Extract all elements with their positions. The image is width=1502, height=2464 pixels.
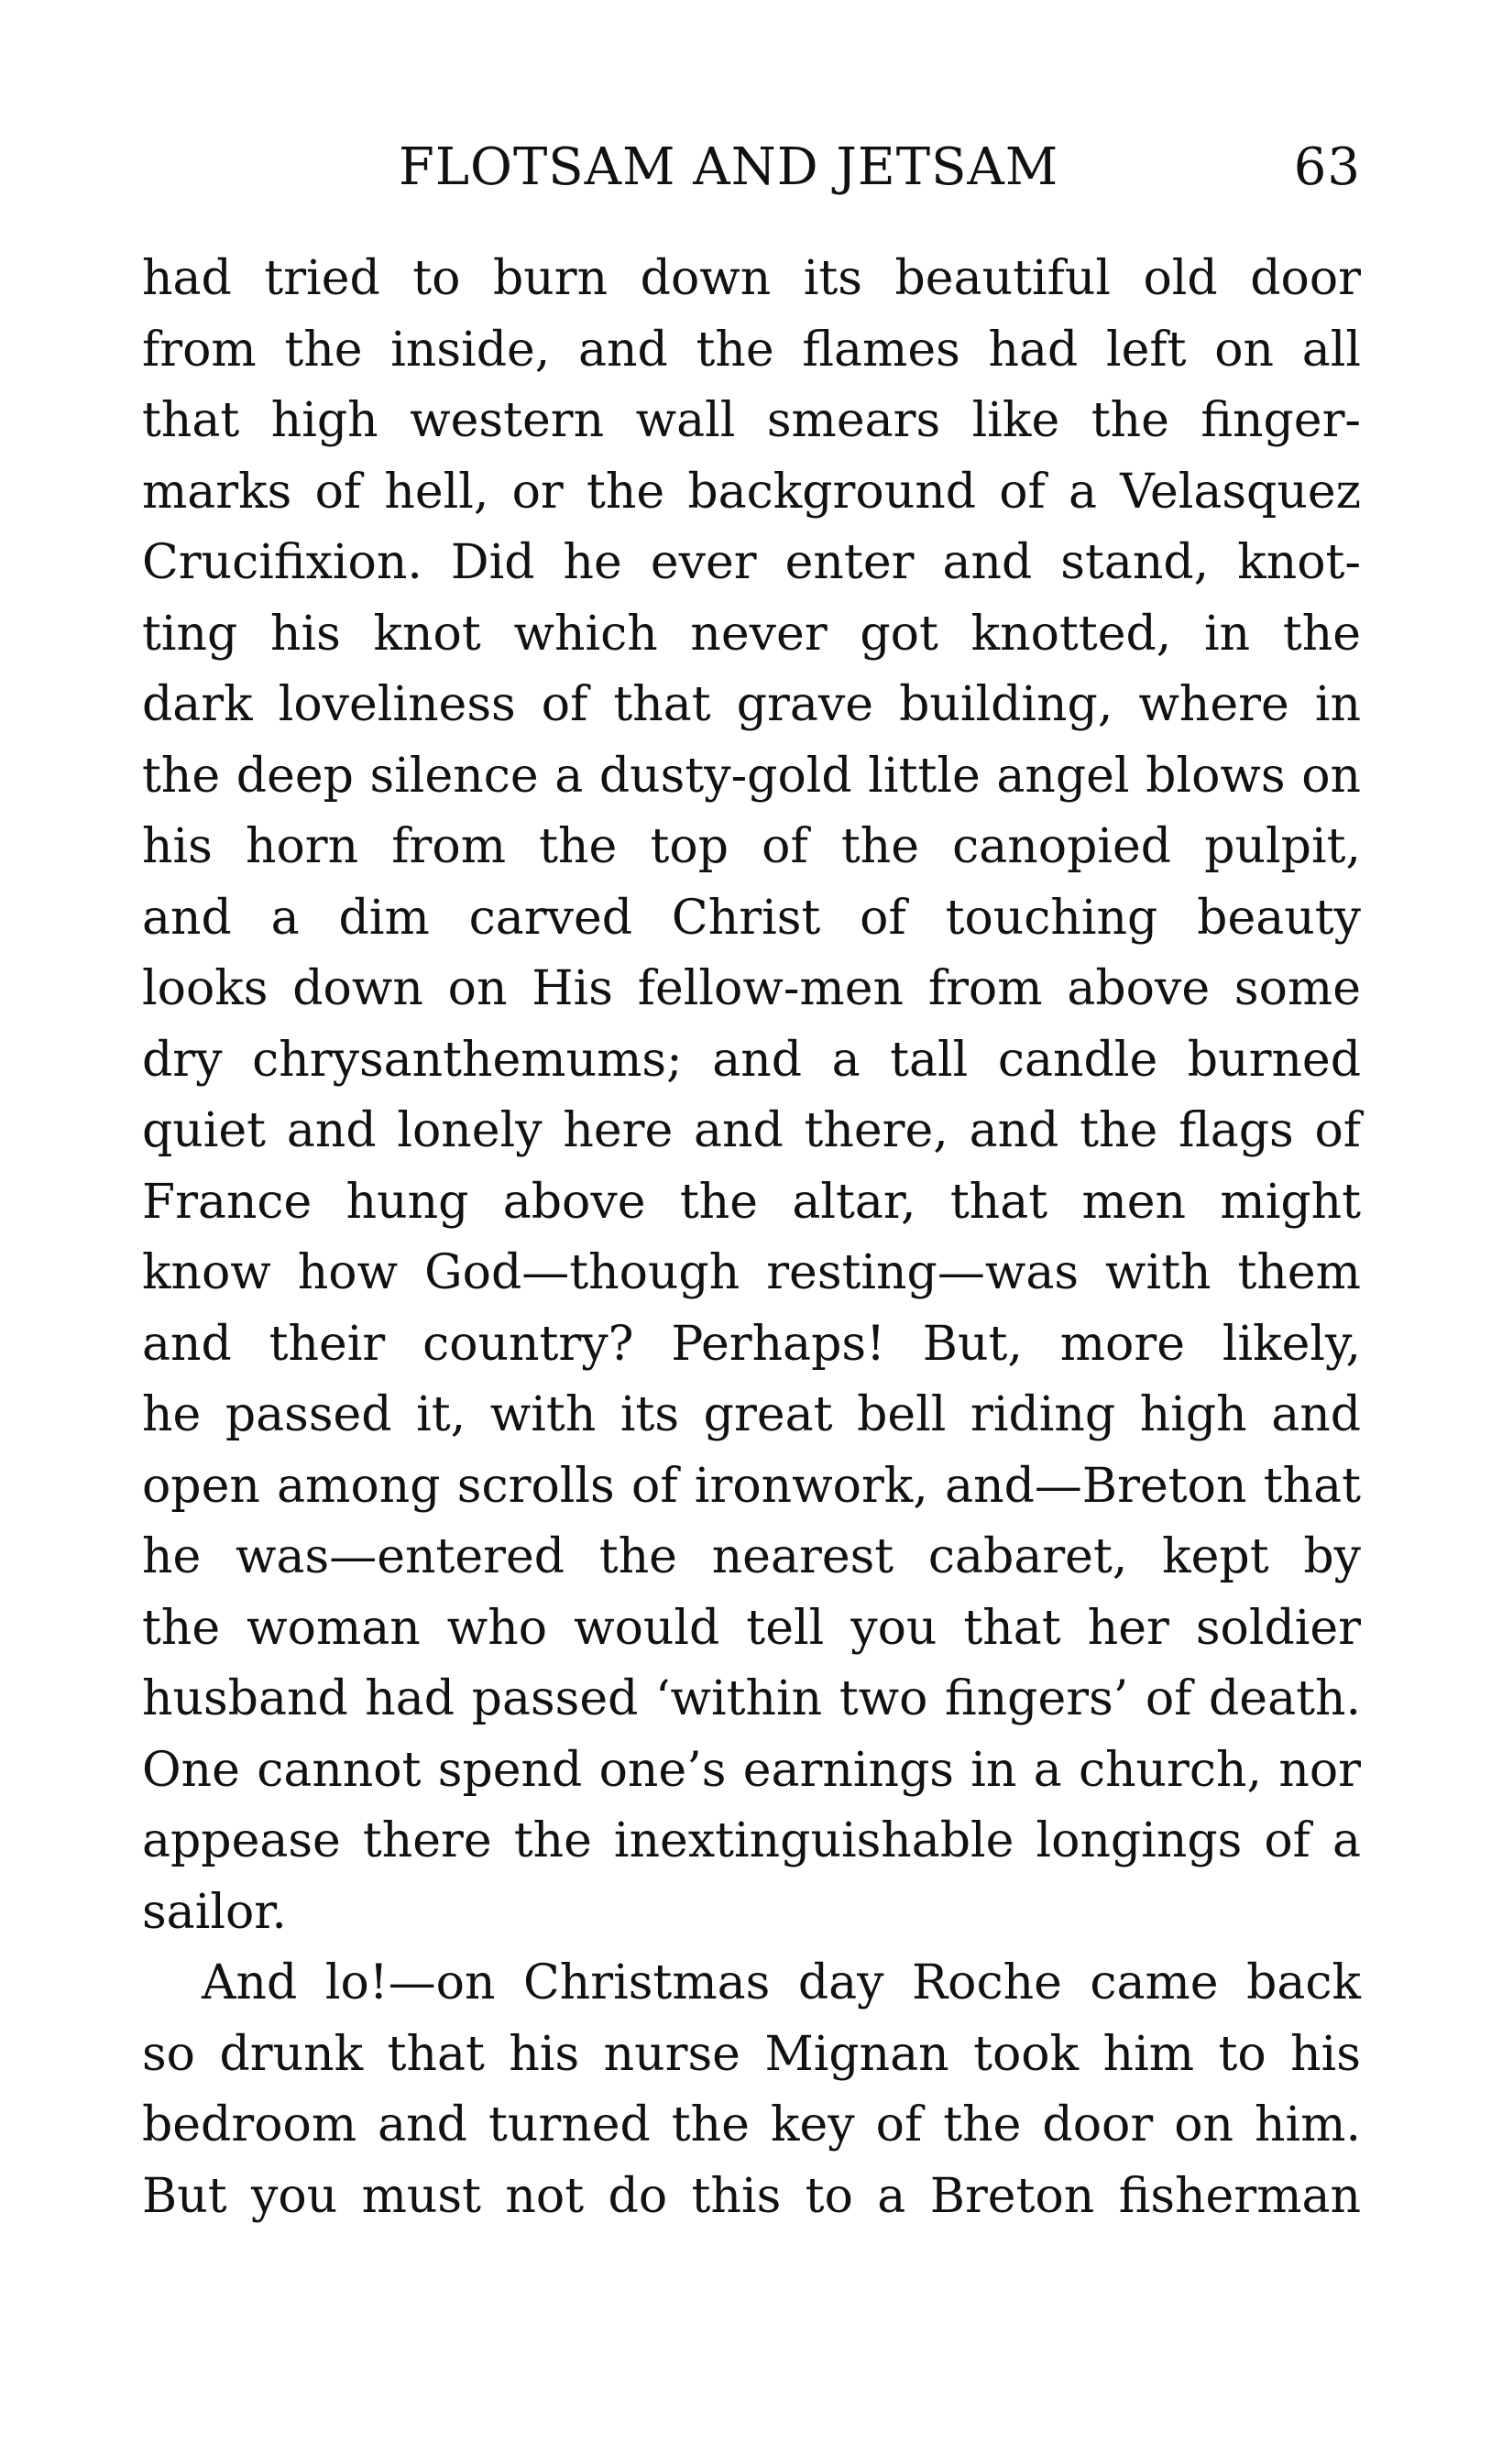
text-line: And lo!—on Christmas day Roche came back (202, 1955, 1361, 2010)
text-line: had tried to burn down its beautiful old door (142, 251, 1361, 306)
text-line: his horn from the top of the canopied pulpit, (142, 819, 1361, 874)
text-line: France hung above the altar, that men might (142, 1174, 1361, 1230)
running-title: FLOTSAM AND JETSAM (399, 137, 1059, 197)
page-number: 63 (1293, 137, 1361, 197)
text-line: quiet and lonely here and there, and the flags of (142, 1103, 1361, 1158)
text-line: bedroom and turned the key of the door on him. (142, 2097, 1361, 2152)
text-line: One cannot spend one’s earnings in a church, nor (142, 1742, 1361, 1798)
text-line: the deep silence a dusty-gold little angel blows on (142, 748, 1361, 804)
text-line: the woman who would tell you that her soldier (142, 1600, 1361, 1656)
running-head (142, 137, 1361, 211)
text-line: he passed it, with its great bell riding high and (142, 1387, 1361, 1442)
text-line: But you must not do this to a Breton fisherman (142, 2168, 1361, 2224)
text-line: looks down on His fellow-men from above some (142, 961, 1361, 1016)
paragraph-1 (142, 244, 1361, 1948)
text-line: that high western wall smears like the finger- (142, 393, 1361, 448)
text-line: and a dim carved Christ of touching beauty (142, 890, 1361, 946)
text-line: open among scrolls of ironwork, and—Breton that (142, 1458, 1361, 1514)
text-line: so drunk that his nurse Mignan took him to his (142, 2026, 1361, 2082)
text-line: sailor. (142, 1884, 287, 1940)
text-line: husband had passed ‘within two fingers’ of death. (142, 1671, 1361, 1726)
text-line: ting his knot which never got knotted, in the (142, 606, 1361, 662)
text-line: dark loveliness of that grave building, where in (142, 677, 1361, 732)
text-line: marks of hell, or the background of a Velasquez (142, 464, 1361, 520)
text-line: Crucifixion. Did he ever enter and stand, knot- (142, 535, 1361, 590)
book-page (142, 137, 1361, 2232)
text-line: he was—entered the nearest cabaret, kept by (142, 1529, 1361, 1584)
text-line: appease there the inextinguishable longings of a (142, 1813, 1361, 1868)
text-line: and their country? Perhaps! But, more likely, (142, 1316, 1361, 1372)
paragraph-2 (142, 1948, 1361, 2232)
text-line: know how God—though resting—was with them (142, 1245, 1361, 1300)
text-line: dry chrysanthemums; and a tall candle burned (142, 1032, 1361, 1088)
text-line: from the inside, and the flames had left on all (142, 322, 1361, 378)
body-text (142, 244, 1361, 2232)
